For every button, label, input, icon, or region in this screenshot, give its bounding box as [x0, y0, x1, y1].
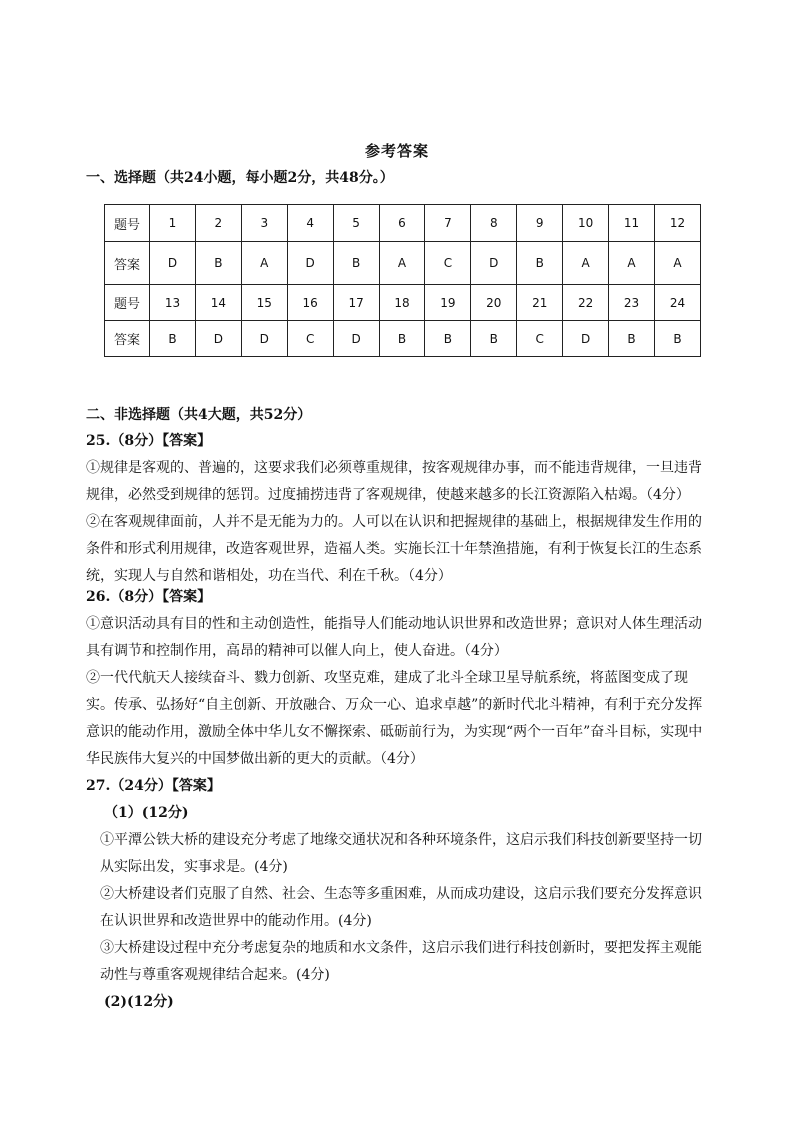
table-cell: C — [425, 242, 471, 285]
question-27-answer-3: ③大桥建设过程中充分考虑复杂的地质和水文条件，这启示我们进行科技创新时，要把发挥主观能动性与尊重客观规律结合起来。(4分) — [100, 940, 702, 983]
table-cell: 13 — [150, 285, 196, 321]
table-cell: 12 — [654, 205, 700, 242]
table-cell: D — [563, 321, 609, 357]
answer-table — [104, 204, 701, 357]
table-cell: B — [609, 321, 655, 357]
table-cell: 11 — [609, 205, 655, 242]
table-cell: D — [287, 242, 333, 285]
table-cell: A — [563, 242, 609, 285]
table-cell: A — [654, 242, 700, 285]
table-cell: 4 — [287, 205, 333, 242]
question-27-answer-1: ①平潭公铁大桥的建设充分考虑了地缘交通状况和各种环境条件，这启示我们科技创新要坚持一切从实际出发，实事求是。(4分) — [100, 832, 702, 875]
table-cell: 5 — [333, 205, 379, 242]
table-cell: A — [379, 242, 425, 285]
table-cell: B — [379, 321, 425, 357]
table-cell: B — [333, 242, 379, 285]
table-cell: B — [517, 242, 563, 285]
question-27-answer-2: ②大桥建设者们克服了自然、社会、生态等多重困难，从而成功建设，这启示我们要充分发挥意识在认识世界和改造世界中的能动作用。(4分) — [100, 886, 702, 929]
table-cell: 15 — [241, 285, 287, 321]
table-cell: 9 — [517, 205, 563, 242]
table-cell: C — [517, 321, 563, 357]
row-label: 题号 — [105, 205, 150, 242]
table-cell: A — [241, 242, 287, 285]
table-cell: 8 — [471, 205, 517, 242]
row-label: 答案 — [105, 242, 150, 285]
question-26-answer-2: ②一代代航天人接续奋斗、戮力创新、攻坚克难，建成了北斗全球卫星导航系统，将蓝图变成了现实。传承、弘扬好“自主创新、开放融合、万众一心、追求卓越”的新时代北斗精神，有利于充分发挥意识的能动作用，激励全体中华儿女不懈探索、砥砺前行为，为实现“两个一百年”奋斗目标，实现中华民族伟大复兴的中国梦做出新的更大的贡献。（4分） — [86, 670, 703, 767]
table-cell: D — [195, 321, 241, 357]
section1-heading: 一、选择题（共24小题，每小题2分，共48分。） — [86, 170, 394, 186]
table-cell: 1 — [150, 205, 196, 242]
table-cell: A — [609, 242, 655, 285]
table-cell: B — [195, 242, 241, 285]
row-label: 题号 — [105, 285, 150, 321]
table-cell: 23 — [609, 285, 655, 321]
question-26-heading: 26.（8分）【答案】 — [86, 589, 212, 605]
question-27-block — [86, 773, 711, 1016]
table-cell: 16 — [287, 285, 333, 321]
table-cell: D — [471, 242, 517, 285]
question-25-answer-1: ①规律是客观的、普遍的，这要求我们必须尊重规律，按客观规律办事，而不能违背规律，一旦违背规律，必然受到规律的惩罚。过度捕捞违背了客观规律，使越来越多的长江资源陷入枯竭。（4分） — [86, 460, 702, 503]
table-cell: B — [654, 321, 700, 357]
table-cell: 2 — [195, 205, 241, 242]
table-cell: 18 — [379, 285, 425, 321]
table-cell: C — [287, 321, 333, 357]
question-27-heading: 27.（24分）【答案】 — [86, 778, 221, 794]
table-cell: 21 — [517, 285, 563, 321]
question-27-part-1-heading: （1）(12分) — [104, 805, 189, 821]
table-cell: 10 — [563, 205, 609, 242]
table-cell: 20 — [471, 285, 517, 321]
table-cell: 14 — [195, 285, 241, 321]
question-25-block — [86, 428, 711, 590]
table-row-answers-2 — [105, 321, 701, 357]
table-cell: D — [333, 321, 379, 357]
table-cell: B — [150, 321, 196, 357]
table-row-numbers-2 — [105, 285, 701, 321]
question-27-part-2-heading: (2)(12分) — [104, 994, 174, 1010]
question-26-answer-1: ①意识活动具有目的性和主动创造性，能指导人们能动地认识世界和改造世界；意识对人体生理活动具有调节和控制作用，高昂的精神可以催人向上，使人奋进。（4分） — [86, 616, 702, 659]
table-cell: D — [241, 321, 287, 357]
table-cell: 3 — [241, 205, 287, 242]
question-25-answer-2: ②在客观规律面前，人并不是无能为力的。人可以在认识和把握规律的基础上，根据规律发生作用的条件和形式利用规律，改造客观世界，造福人类。实施长江十年禁渔措施，有利于恢复长江的生态系统，实现人与自然和谐相处，功在当代、利在千秋。（4分） — [86, 514, 702, 584]
question-25-heading: 25.（8分）【答案】 — [86, 433, 212, 449]
table-cell: B — [471, 321, 517, 357]
page-title: 参考答案 — [364, 142, 429, 160]
table-cell: B — [425, 321, 471, 357]
table-row-numbers-1 — [105, 205, 701, 242]
section2-heading: 二、非选择题（共4大题，共52分） — [86, 407, 312, 423]
row-label: 答案 — [105, 321, 150, 357]
table-row-answers-1 — [105, 242, 701, 285]
table-cell: 22 — [563, 285, 609, 321]
table-cell: 17 — [333, 285, 379, 321]
table-cell: 7 — [425, 205, 471, 242]
question-26-block — [86, 584, 711, 773]
table-cell: 24 — [654, 285, 700, 321]
table-cell: 19 — [425, 285, 471, 321]
table-cell: D — [150, 242, 196, 285]
table-cell: 6 — [379, 205, 425, 242]
